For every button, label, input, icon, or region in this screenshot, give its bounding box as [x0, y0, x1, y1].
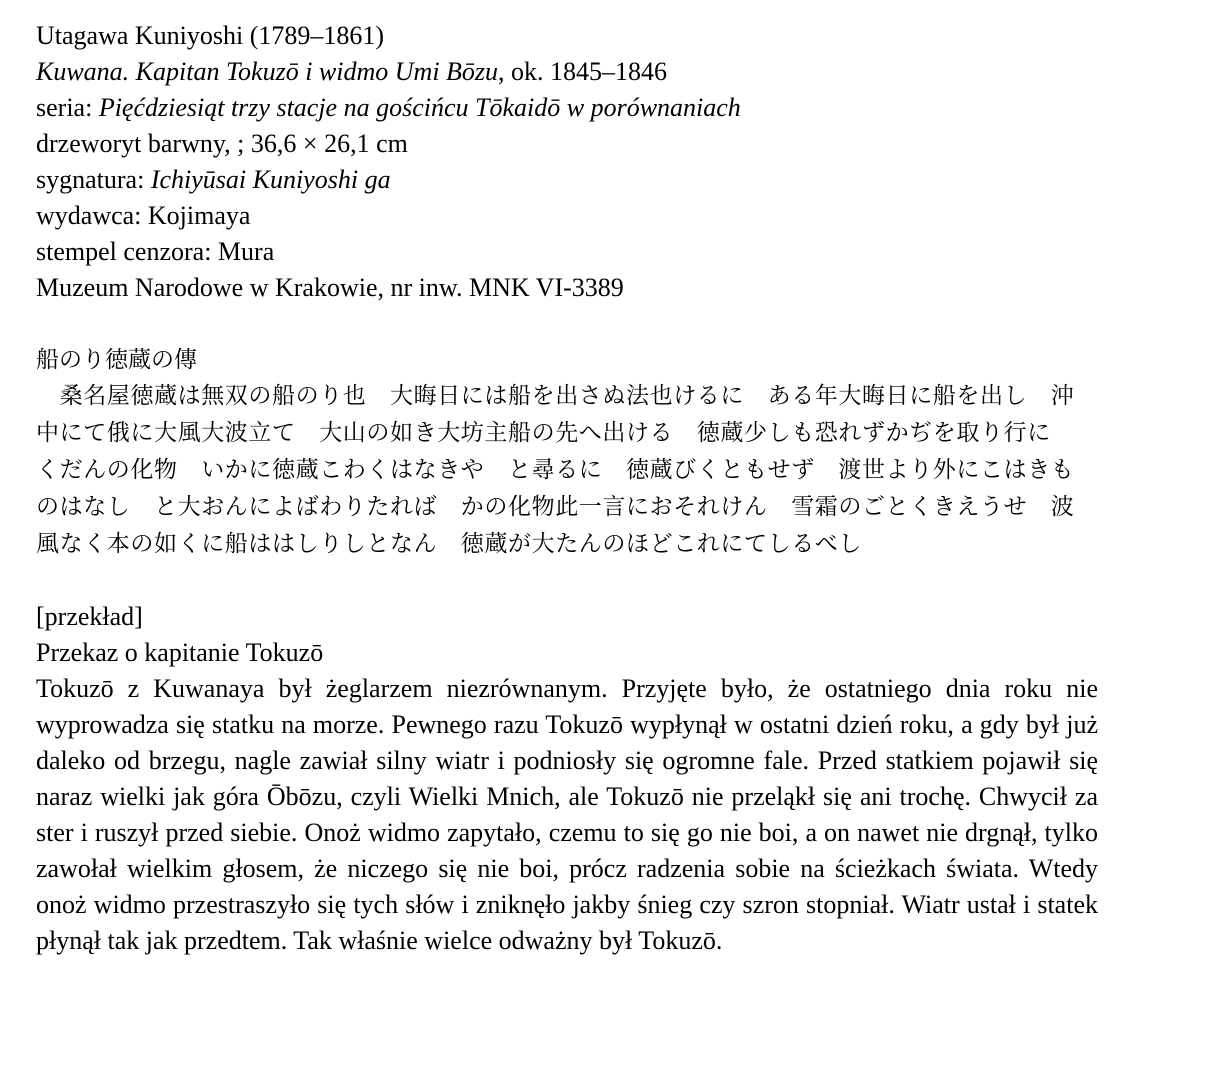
collection-line: Muzeum Narodowe w Krakowie, nr inw. MNK VI-3389 — [36, 273, 624, 302]
series-label: seria: — [36, 93, 99, 122]
translation-title: Przekaz o kapitanie Tokuzō — [36, 638, 324, 667]
japanese-title: 船のり徳蔵の傳 — [36, 347, 197, 373]
document-body — [36, 18, 1098, 959]
publisher-line: wydawca: Kojimaya — [36, 201, 251, 230]
signature-line — [36, 162, 1098, 198]
spacer — [36, 563, 1098, 599]
translation-label: [przekład] — [36, 602, 143, 631]
artwork-date: , ok. 1845–1846 — [498, 57, 668, 86]
translation-text: Tokuzō z Kuwanaya był żeglarzem niezrównanym. Przyjęte było, że ostatniego dnia roku nie wyprowadza się statku na morze. Pewnego razu Tokuzō wypłynął w ostatni dzień roku, a gdy był już daleko od brzegu, nagle zawiał silny wiatr i podniosły się ogromne fale. Przed statkiem pojawił się naraz wielki jak góra Ōbōzu, czyli Wielki Mnich, ale Tokuzō nie przeląkł się ani trochę. Chwycił za ster i ruszył przed siebie. Onoż widmo zapytało, czemu to się go nie boi, a on nawet nie drgnął, tylko zawołał wielkim głosem, że niczego się nie boi, prócz radzenia sobie na ścieżkach świata. Wtedy onoż widmo przestraszyło się tych słów i zniknęło jakby śnieg czy szron stopniał. Wiatr ustał i statek płynął tak jak przedtem. Tak właśnie wielce odważny był Tokuzō. — [36, 674, 1098, 955]
signature-value: Ichiyūsai Kuniyoshi ga — [150, 165, 391, 194]
artwork-title: Kuwana. Kapitan Tokuzō i widmo Umi Bōzu — [36, 57, 499, 86]
technique-line: drzeworyt barwny, ; 36,6 × 26,1 cm — [36, 129, 408, 158]
spacer — [36, 306, 1098, 342]
series-title: Pięćdziesiąt trzy stacje na gościńcu Tōkaidō w porównaniach — [98, 93, 741, 122]
censor-line: stempel cenzora: Mura — [36, 237, 275, 266]
artwork-title-line — [36, 54, 1098, 90]
signature-label: sygnatura: — [36, 165, 151, 194]
japanese-text: 桑名屋徳蔵は無双の船のり也 大晦日には船を出さぬ法也けるに ある年大晦日に船を出し 沖中にて俄に大風大波立て 大山の如き大坊主船の先へ出ける 徳蔵少しも恐れずかぢを取り行に くだんの化物 いかに徳蔵こわくはなきや と尋るに 徳蔵びくともせず 渡世より外にこはきものはなし と大おんによばわりたれば かの化物此一言におそれけん 雪霜のごとくきえうせ 波風なく本の如くに船ははしりしとなん 徳蔵が大たんのほどこれにてしるべし — [36, 383, 1075, 557]
series-line — [36, 90, 1098, 126]
artist-line: Utagawa Kuniyoshi (1789–1861) — [36, 21, 385, 50]
